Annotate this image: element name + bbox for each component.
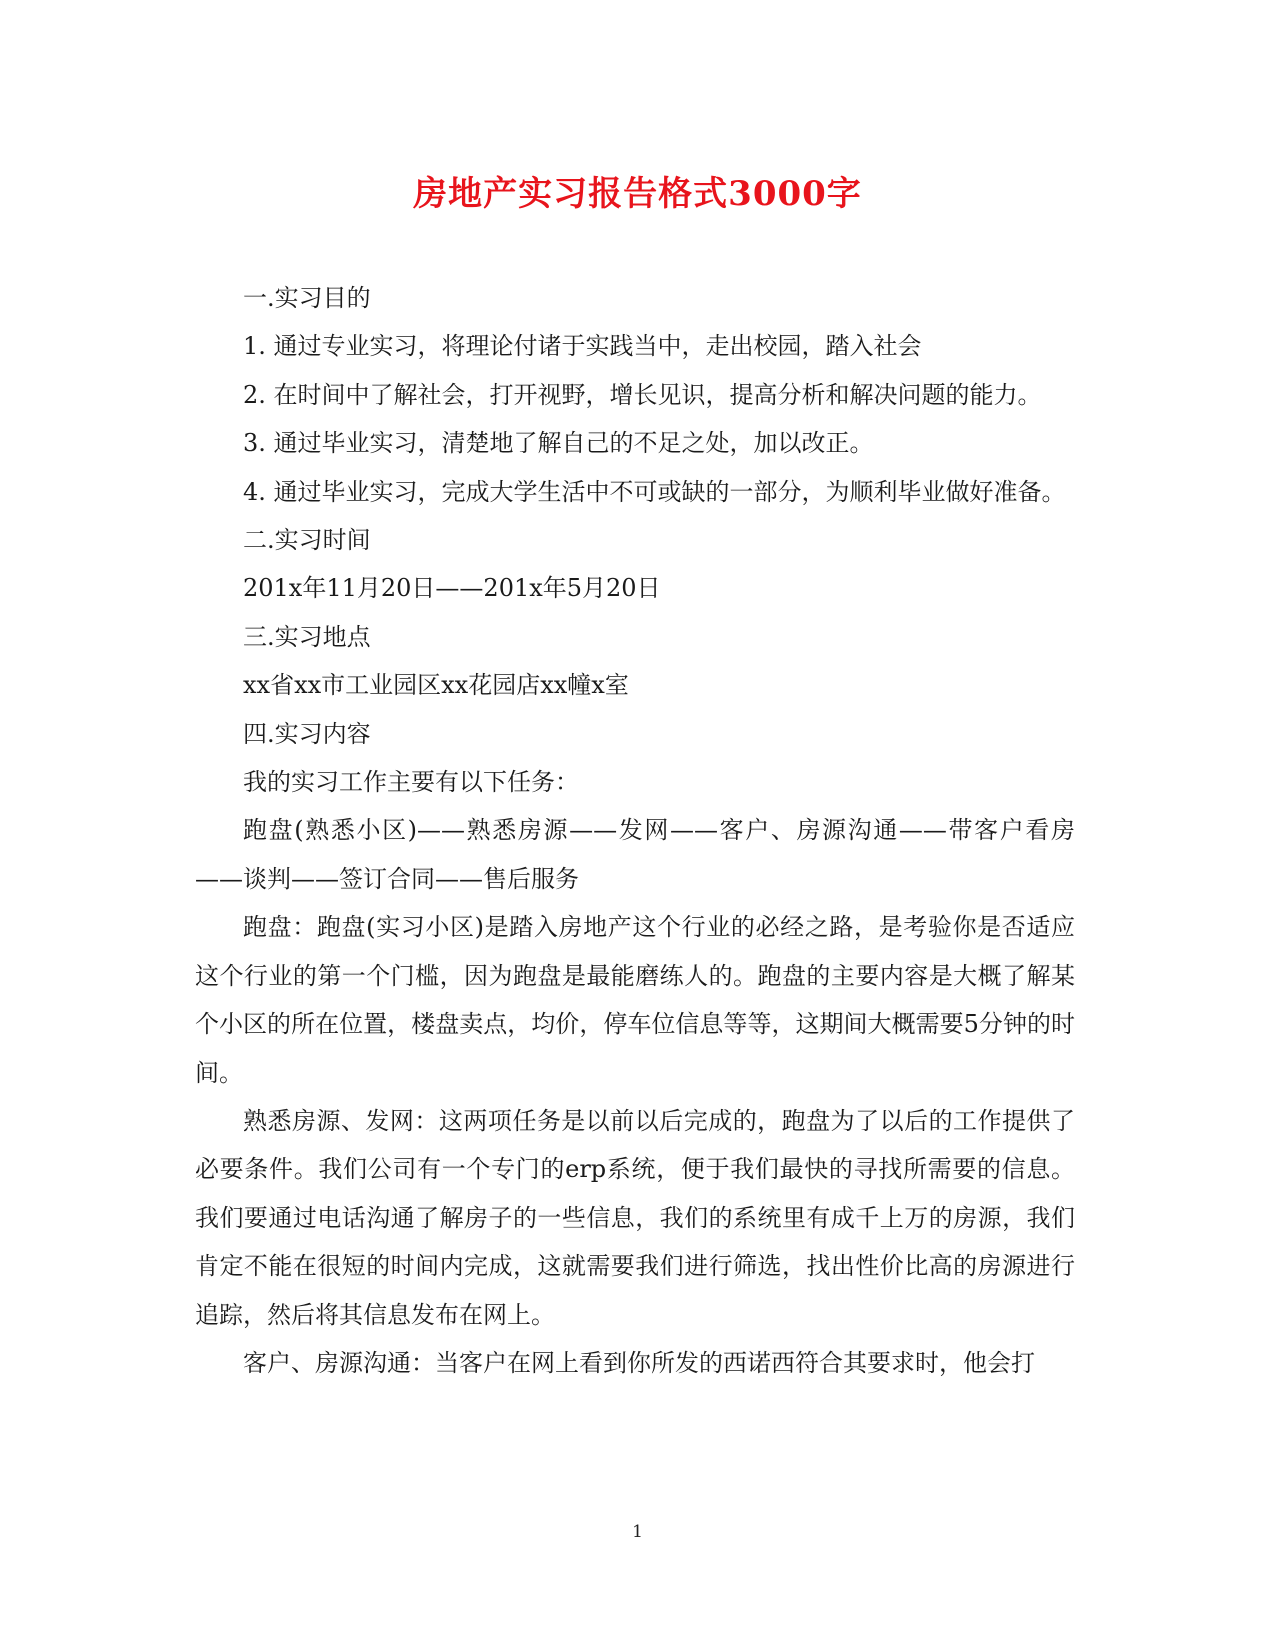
purpose-item-1: 1. 通过专业实习，将理论付诸于实践当中，走出校园，踏入社会: [243, 332, 922, 361]
content-paopan: 跑盘：跑盘(实习小区)是踏入房地产这个行业的必经之路，是考验你是否适应这个行业的第一个门槛，因为跑盘是最能磨练人的。跑盘的主要内容是大概了解某个小区的所在位置，楼盘卖点，均价，停车位信息等等，这期间大概需要5分钟的时间。: [195, 913, 1075, 1087]
heading-location: 三.实习地点: [243, 622, 371, 651]
heading-purpose: 一.实习目的: [243, 284, 371, 312]
purpose-item-2: 2. 在时间中了解社会，打开视野，增长见识，提高分析和解决问题的能力。: [243, 380, 1042, 409]
document-body: [195, 274, 1075, 1387]
content-workflow: 跑盘(熟悉小区)——熟悉房源——发网——客户、房源沟通——带客户看房——谈判——签订合同——售后服务: [195, 816, 1075, 893]
location-address: xx省xx市工业园区xx花园店xx幢x室: [243, 671, 629, 700]
purpose-item-4: 4. 通过毕业实习，完成大学生活中不可或缺的一部分，为顺利毕业做好准备。: [243, 477, 1066, 506]
content-goutong: 客户、房源沟通：当客户在网上看到你所发的西诺西符合其要求时，他会打: [243, 1348, 1035, 1377]
heading-content: 四.实习内容: [243, 719, 371, 748]
time-range: 201x年11月20日——201x年5月20日: [243, 574, 661, 603]
content-fangyuan: 熟悉房源、发网：这两项任务是以前以后完成的，跑盘为了以后的工作提供了必要条件。我们公司有一个专门的erp系统，便于我们最快的寻找所需要的信息。我们要通过电话沟通了解房子的一些信息，我们的系统里有成千上万的房源，我们肯定不能在很短的时间内完成，这就需要我们进行筛选，找出性价比高的房源进行追踪，然后将其信息发布在网上。: [195, 1106, 1075, 1329]
document-title: 房地产实习报告格式3000字: [413, 174, 862, 214]
content-intro: 我的实习工作主要有以下任务：: [243, 768, 579, 797]
purpose-item-3: 3. 通过毕业实习，清楚地了解自己的不足之处，加以改正。: [243, 429, 874, 458]
page-number: 1: [632, 1522, 643, 1542]
heading-time: 二.实习时间: [243, 526, 371, 555]
